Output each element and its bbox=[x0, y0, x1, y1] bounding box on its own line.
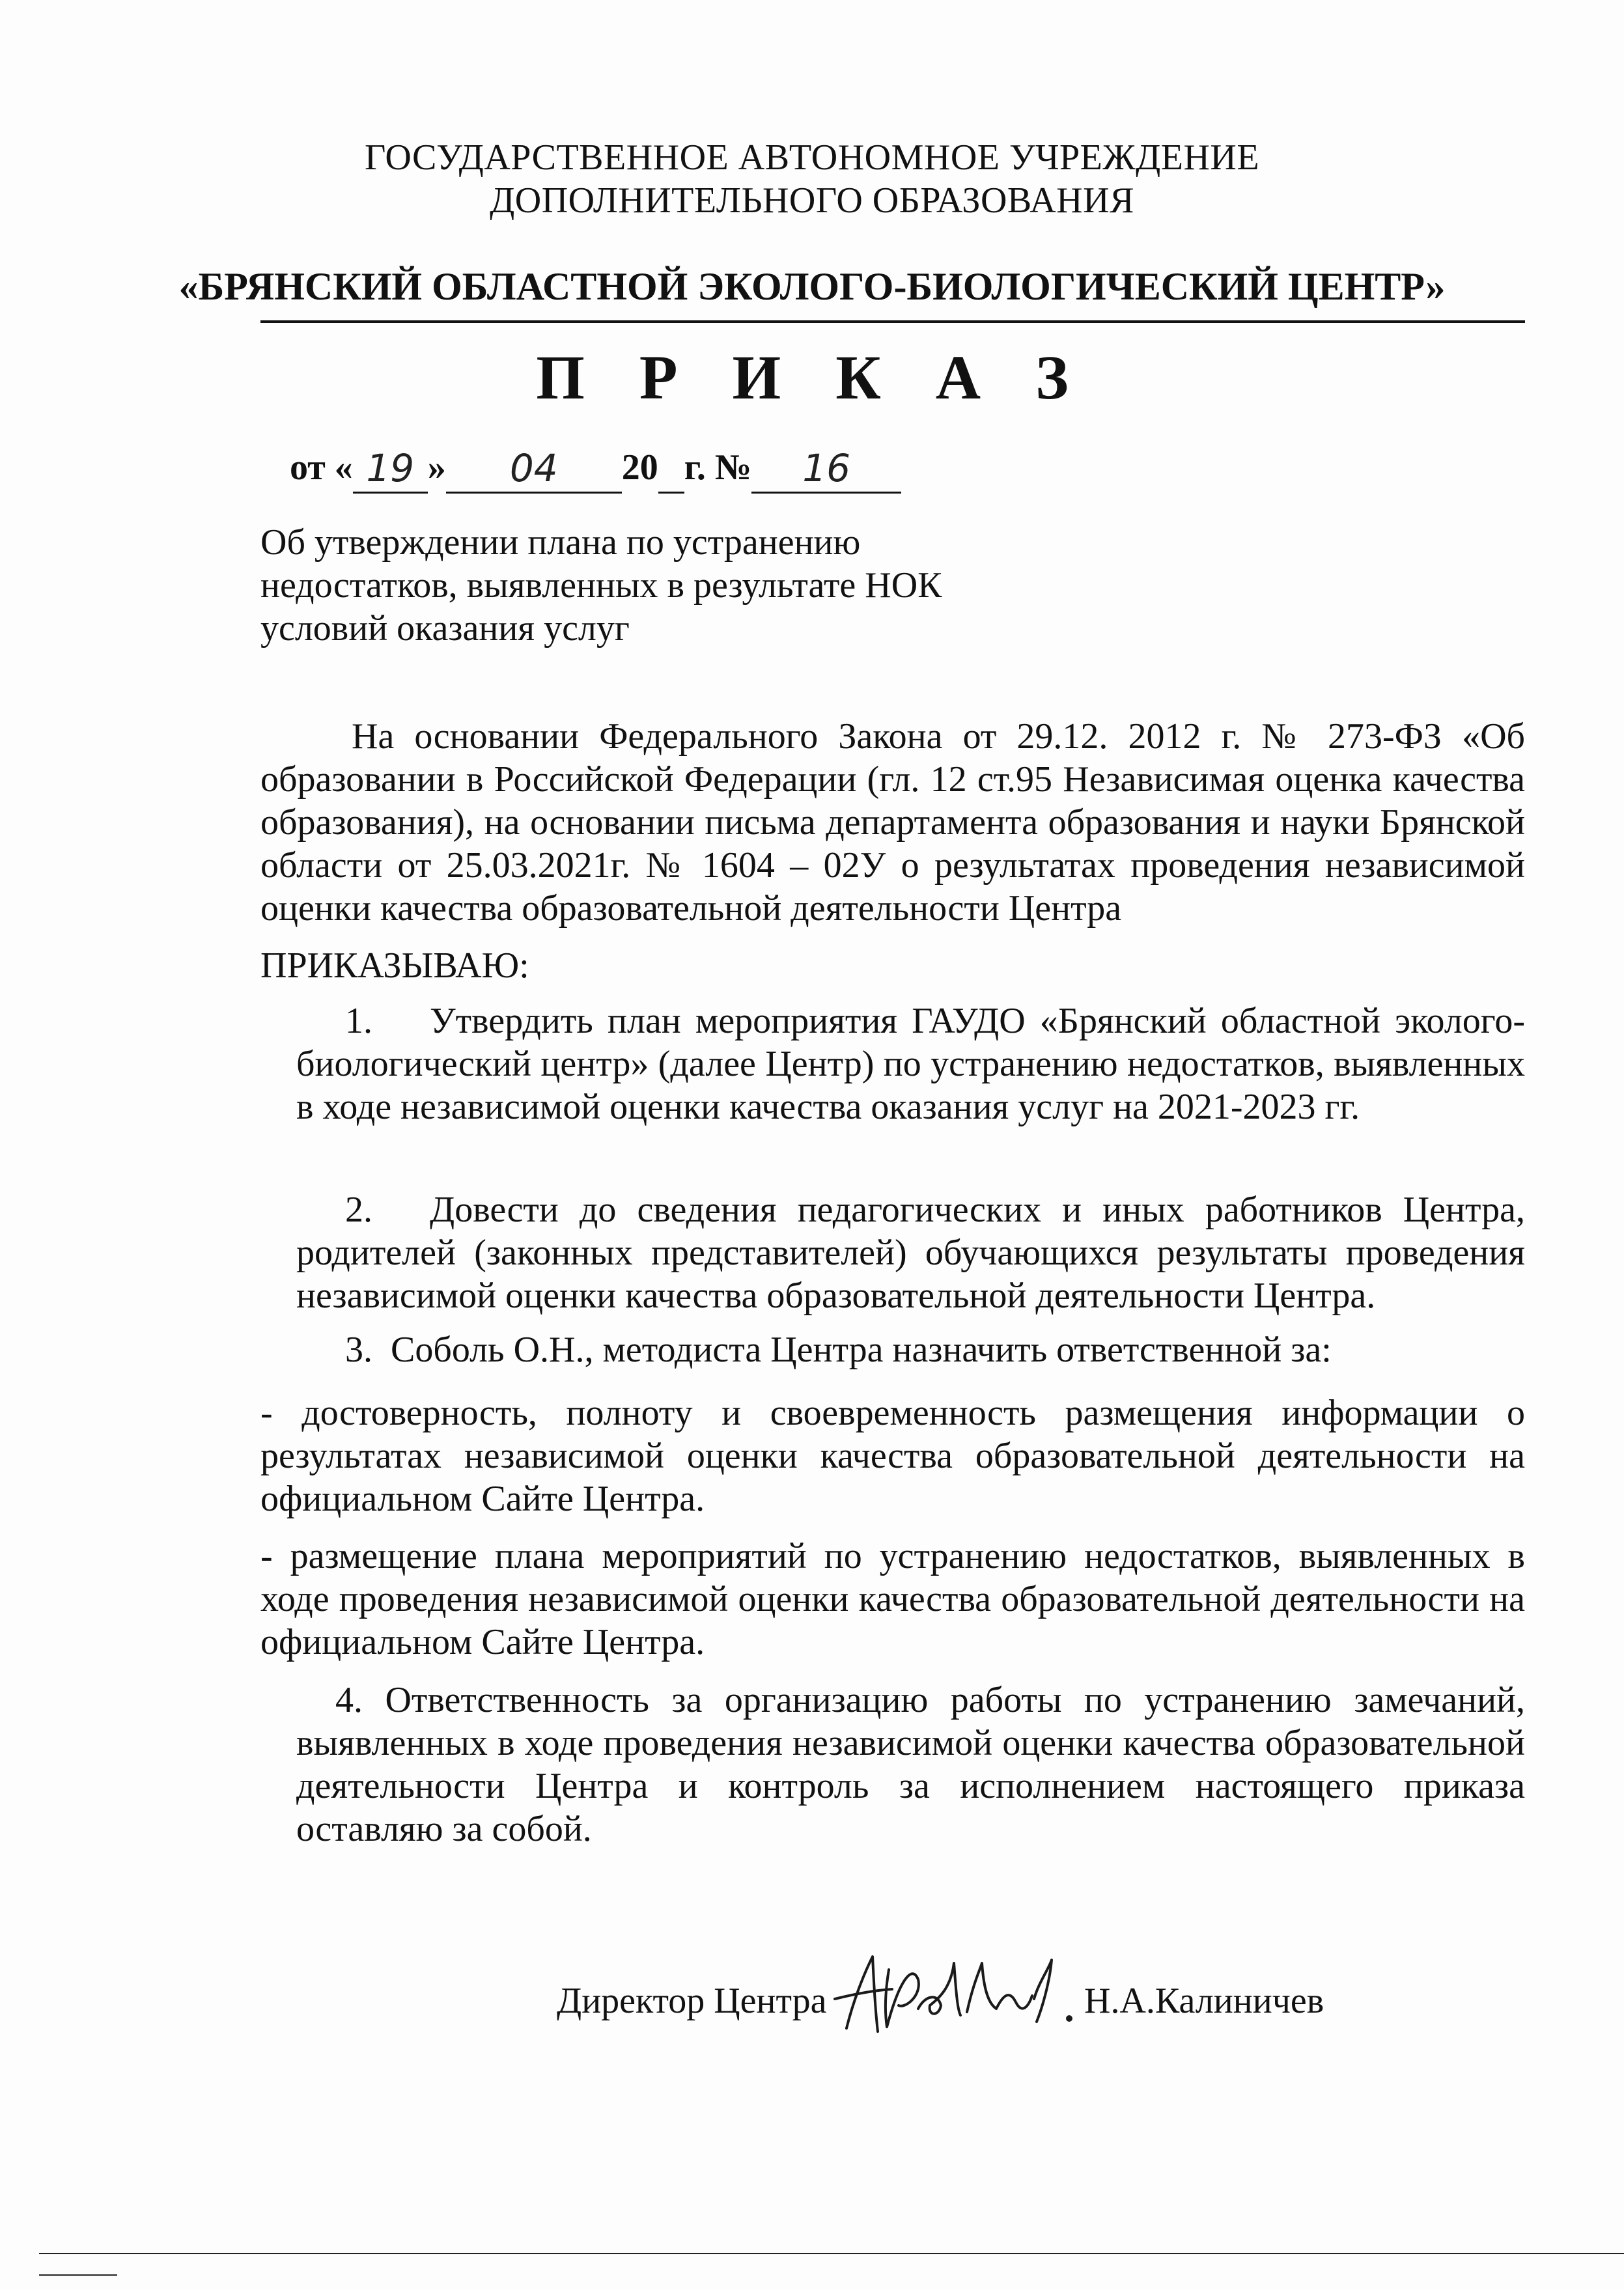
item-text: Утвердить план мероприятия ГАУДО «Брянский областной эколого-биологический центр» (далее Центр) по устранению недостатков, выявленных в ходе независимой оценки качества оказания услуг на 2021-2023 гг. bbox=[296, 1001, 1525, 1127]
date-line bbox=[290, 441, 901, 494]
item-number: 3. bbox=[345, 1330, 372, 1370]
date-mid: » bbox=[427, 447, 446, 488]
date-day: 19 bbox=[353, 449, 428, 494]
subject-line-3: условий оказания услуг bbox=[260, 608, 630, 649]
item-number: 4. bbox=[335, 1680, 363, 1720]
subject-line-2: недостатков, выявленных в результате НОК bbox=[260, 565, 942, 606]
order-item-3 bbox=[345, 1328, 1332, 1371]
handwritten-signature bbox=[827, 1944, 1087, 2041]
header-rule bbox=[260, 320, 1525, 323]
item-text: Довести до сведения педагогических и иных работников Центра, родителей (законных представителей) обучающихся результаты проведения независимой оценки качества образовательной деятельности Центра. bbox=[296, 1190, 1525, 1316]
org-line-1: ГОСУДАРСТВЕННОЕ АВТОНОМНОЕ УЧРЕЖДЕНИЕ bbox=[364, 137, 1260, 178]
item-text: Ответственность за организацию работы по устранению замечаний, выявленных в ходе проведения независимой оценки качества образовательной деятельности Центра и контроль за исполнением настоящего приказа оставляю за собой. bbox=[296, 1680, 1526, 1849]
subject-line-1: Об утверждении плана по устранению bbox=[260, 522, 861, 563]
signatory-name: Н.А.Калиничев bbox=[1084, 1981, 1324, 2021]
item-number: 1. bbox=[345, 1001, 372, 1041]
subject bbox=[260, 521, 1042, 650]
responsibility-item-2: - размещение плана мероприятий по устранению недостатков, выявленных в ходе проведения независимой оценки качества образовательной деятельности на официальном Сайте Центра. bbox=[260, 1536, 1525, 1662]
order-item-2 bbox=[296, 1188, 1525, 1317]
item-text: Соболь О.Н., методиста Центра назначить ответственной за: bbox=[391, 1330, 1332, 1370]
org-name: «БРЯНСКИЙ ОБЛАСТНОЙ ЭКОЛОГО-БИОЛОГИЧЕСКИЙ ЦЕНТР» bbox=[178, 265, 1446, 308]
bottom-rule bbox=[39, 2253, 1624, 2254]
item-number: 2. bbox=[345, 1190, 372, 1230]
order-item-4 bbox=[296, 1679, 1525, 1850]
date-year-suffix: г. № bbox=[684, 447, 752, 488]
org-line-2: ДОПОЛНИТЕЛЬНОГО ОБРАЗОВАНИЯ bbox=[490, 180, 1134, 221]
date-month: 04 bbox=[446, 449, 622, 494]
order-item-1 bbox=[296, 999, 1525, 1128]
basis-paragraph: На основании Федерального Закона от 29.12. 2012 г. № 273-ФЗ «Об образовании в Российской Федерации (гл. 12 ст.95 Независимая оценка качества образования), на основании письма департамента образования и науки Брянской области от 25.03.2021г. № 1604 – 02У о результатах проведения независимой оценки качества образовательной деятельности Центра bbox=[260, 716, 1525, 929]
date-prefix: от « bbox=[290, 447, 353, 488]
document-title: П Р И К А З bbox=[536, 342, 1088, 412]
date-year-prefix: 20 bbox=[621, 447, 658, 488]
responsibility-item-1: - достоверность, полноту и своевременность размещения информации о результатах независимой оценки качества образовательной деятельности на официальном Сайте Центра. bbox=[260, 1393, 1525, 1519]
date-year-blank bbox=[658, 449, 684, 494]
signatory-title: Директор Центра bbox=[557, 1981, 827, 2021]
bottom-mark bbox=[39, 2274, 117, 2276]
order-word: ПРИКАЗЫВАЮ: bbox=[260, 945, 529, 986]
order-number: 16 bbox=[751, 449, 901, 494]
